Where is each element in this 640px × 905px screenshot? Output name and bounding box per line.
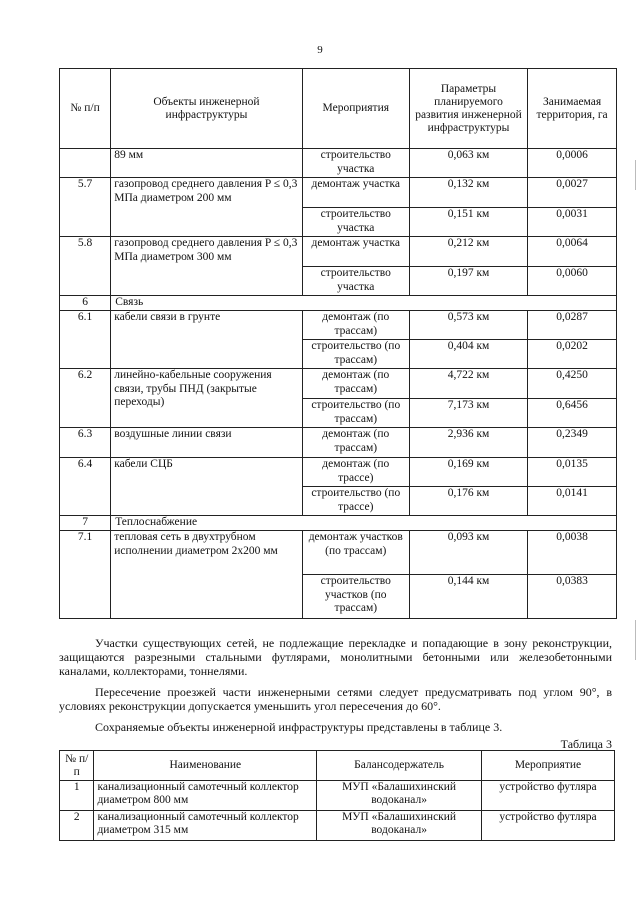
table-row <box>60 311 617 340</box>
row-measure: демонтаж (по трассам) <box>302 311 409 340</box>
row-measure: строительство участка <box>302 267 409 296</box>
section-row <box>60 516 617 531</box>
row-name: канализационный самотечный коллектор диаметром 315 мм <box>94 811 317 841</box>
row-territory: 0,0202 <box>528 340 617 369</box>
row-holder: МУП «Балашихинский водоканал» <box>317 781 482 811</box>
row-measure: демонтаж участка <box>302 178 409 208</box>
row-number <box>60 149 111 178</box>
row-number: 5.8 <box>60 237 111 296</box>
page-number: 9 <box>317 44 323 56</box>
table-row <box>60 458 617 487</box>
row-number: 6.3 <box>60 428 111 458</box>
row-territory: 0,0141 <box>528 487 617 516</box>
row-parameter: 0,197 км <box>409 267 527 296</box>
row-action: устройство футляра <box>481 811 614 841</box>
table-row <box>60 781 615 811</box>
table-row <box>60 428 617 458</box>
header-parameters: Параметры планируемого развития инженерной инфраструктуры <box>409 69 527 149</box>
row-measure: строительство (по трассам) <box>302 340 409 369</box>
table-row <box>60 531 617 575</box>
table3-caption: Таблица 3 <box>560 737 612 751</box>
table-row <box>60 149 617 178</box>
row-number: 6.1 <box>60 311 111 369</box>
preserved-objects-table <box>59 750 615 841</box>
row-territory: 0,0135 <box>528 458 617 487</box>
row-territory: 0,0038 <box>528 531 617 575</box>
scan-edge-mark <box>635 620 636 660</box>
row-parameter: 0,132 км <box>409 178 527 208</box>
row-measure: демонтаж участков (по трассам) <box>302 531 409 575</box>
row-name: канализационный самотечный коллектор диаметром 800 мм <box>94 781 317 811</box>
row-holder: МУП «Балашихинский водоканал» <box>317 811 482 841</box>
row-measure: строительство (по трассам) <box>302 399 409 428</box>
table-row <box>60 237 617 267</box>
row-measure: строительство участков (по трассам) <box>302 575 409 619</box>
paragraph-protection: Участки существующих сетей, не подлежащие перекладке и попадающие в зону реконструкции, защищаются разрезными стальными футлярами, монолитными бетонными или железобетонными каналами, коллекторами, тоннелями. <box>59 636 612 678</box>
table-header-row <box>60 69 617 149</box>
section-title: Связь <box>111 296 617 311</box>
row-measure: демонтаж (по трассам) <box>302 428 409 458</box>
row-measure: демонтаж (по трассам) <box>302 369 409 399</box>
header-holder: Балансодержатель <box>317 751 482 781</box>
section-number: 7 <box>60 516 111 531</box>
row-number: 2 <box>60 811 94 841</box>
row-territory: 0,0027 <box>528 178 617 208</box>
row-measure: строительство участка <box>302 149 409 178</box>
row-number: 6.2 <box>60 369 111 428</box>
row-parameter: 7,173 км <box>409 399 527 428</box>
paragraph-table-reference: Сохраняемые объекты инженерной инфраструктуры представлены в таблице 3. <box>95 720 503 734</box>
row-territory: 0,0060 <box>528 267 617 296</box>
header-number: № п/п <box>60 751 94 781</box>
header-measures: Мероприятия <box>302 69 409 149</box>
row-object: тепловая сеть в двухтрубном исполнении диаметром 2х200 мм <box>111 531 302 619</box>
row-parameter: 0,212 км <box>409 237 527 267</box>
row-territory: 0,6456 <box>528 399 617 428</box>
row-object: воздушные линии связи <box>111 428 302 458</box>
row-territory: 0,0287 <box>528 311 617 340</box>
row-parameter: 0,144 км <box>409 575 527 619</box>
row-territory: 0,0383 <box>528 575 617 619</box>
row-number: 6.4 <box>60 458 111 516</box>
row-parameter: 0,063 км <box>409 149 527 178</box>
row-measure: строительство участка <box>302 208 409 237</box>
row-number: 5.7 <box>60 178 111 237</box>
row-parameter: 0,093 км <box>409 531 527 575</box>
header-name: Наименование <box>94 751 317 781</box>
section-row <box>60 296 617 311</box>
paragraph-crossing: Пересечение проезжей части инженерными сетями следует предусматривать под углом 90°, в условиях реконструкции допускается уменьшить угол пересечения до 60°. <box>59 685 612 713</box>
row-parameter: 0,151 км <box>409 208 527 237</box>
row-parameter: 0,404 км <box>409 340 527 369</box>
row-measure: демонтаж участка <box>302 237 409 267</box>
row-territory: 0,4250 <box>528 369 617 399</box>
row-territory: 0,0006 <box>528 149 617 178</box>
header-objects: Объекты инженерной инфраструктуры <box>111 69 302 149</box>
row-object: кабели СЦБ <box>111 458 302 516</box>
table-row <box>60 811 615 841</box>
header-number: № п/п <box>60 69 111 149</box>
scan-edge-mark <box>635 160 636 190</box>
row-parameter: 0,573 км <box>409 311 527 340</box>
infrastructure-table <box>59 68 617 619</box>
row-measure: строительство (по трассе) <box>302 487 409 516</box>
row-action: устройство футляра <box>481 781 614 811</box>
row-object: линейно-кабельные сооружения связи, трубы ПНД (закрытые переходы) <box>111 369 302 428</box>
row-object: газопровод среднего давления P ≤ 0,3 МПа диаметром 200 мм <box>111 178 302 237</box>
header-territory: Занимаемая территория, га <box>528 69 617 149</box>
table-header-row <box>60 751 615 781</box>
row-number: 7.1 <box>60 531 111 619</box>
row-parameter: 4,722 км <box>409 369 527 399</box>
row-territory: 0,0064 <box>528 237 617 267</box>
row-parameter: 0,169 км <box>409 458 527 487</box>
header-action: Мероприятие <box>481 751 614 781</box>
table-row <box>60 178 617 208</box>
row-object: кабели связи в грунте <box>111 311 302 369</box>
row-territory: 0,2349 <box>528 428 617 458</box>
row-number: 1 <box>60 781 94 811</box>
table-row <box>60 369 617 399</box>
row-territory: 0,0031 <box>528 208 617 237</box>
section-number: 6 <box>60 296 111 311</box>
row-object: 89 мм <box>111 149 302 178</box>
row-object: газопровод среднего давления P ≤ 0,3 МПа диаметром 300 мм <box>111 237 302 296</box>
row-parameter: 0,176 км <box>409 487 527 516</box>
section-title: Теплоснабжение <box>111 516 617 531</box>
row-measure: демонтаж (по трассе) <box>302 458 409 487</box>
row-parameter: 2,936 км <box>409 428 527 458</box>
